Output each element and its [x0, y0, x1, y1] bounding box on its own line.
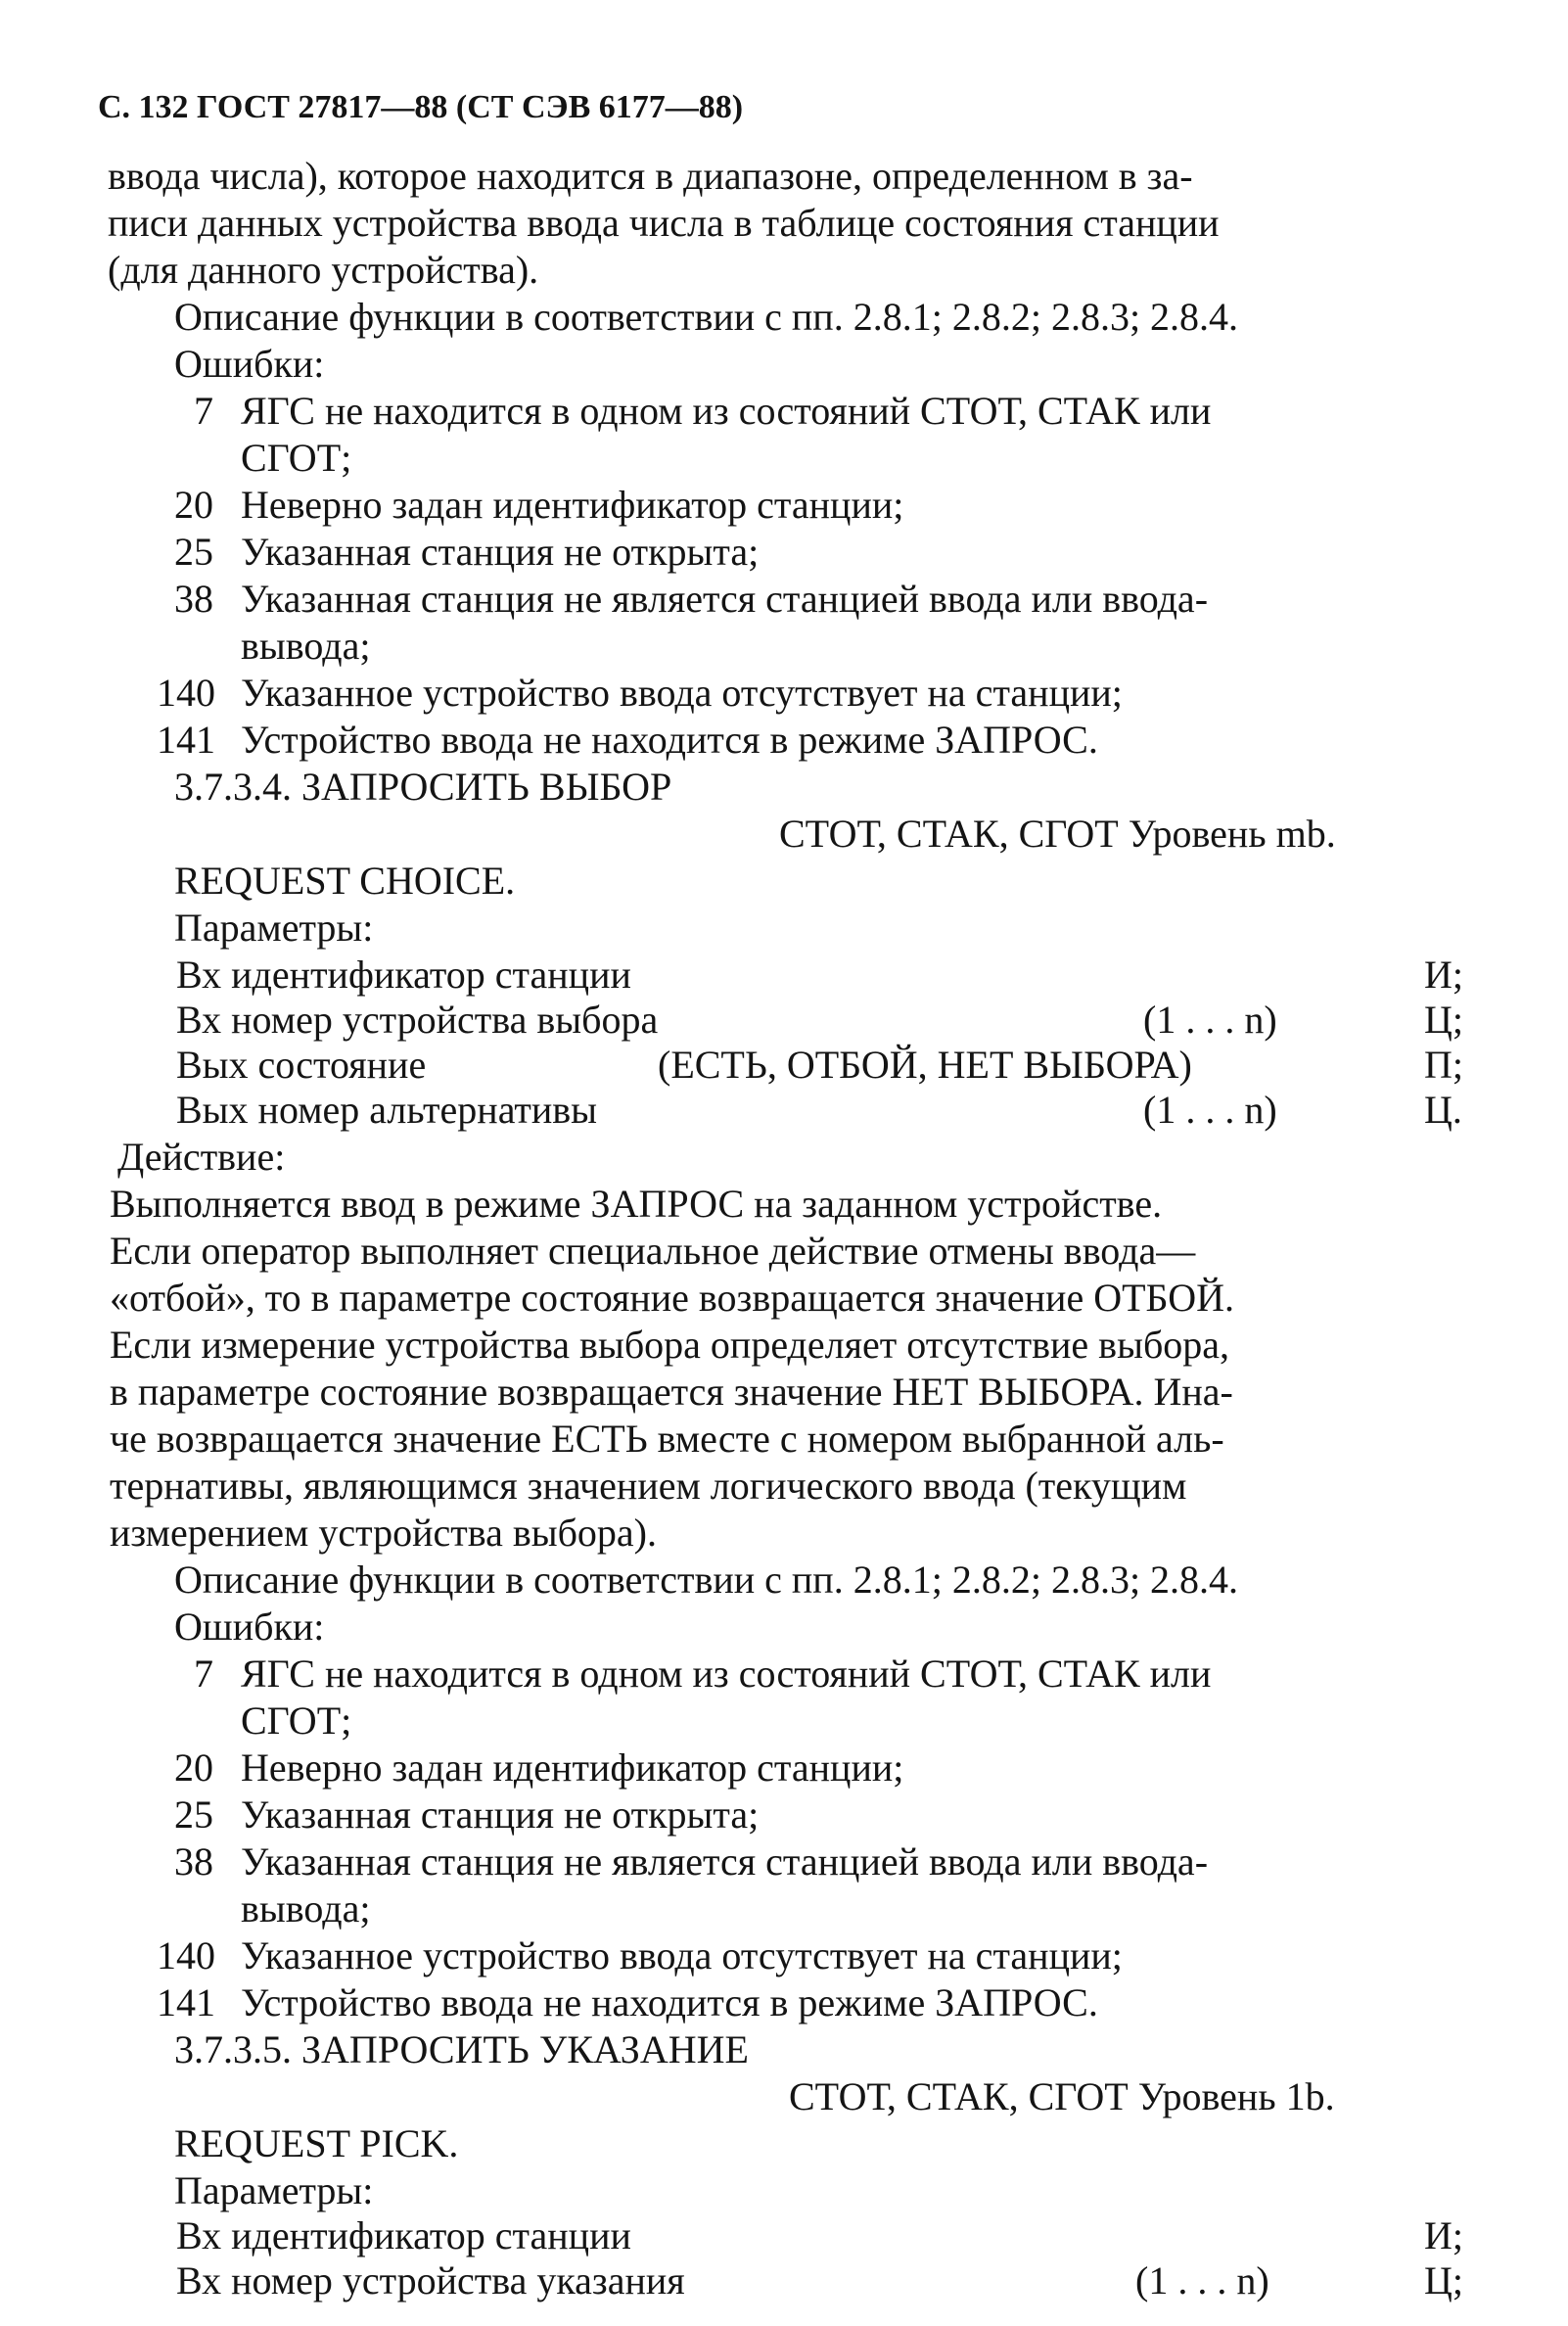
- error-text: Указанная станция не является станцией ввода или ввода-: [241, 577, 1209, 621]
- action-line: Если оператор выполняет специальное действие отмены ввода—: [110, 1229, 1196, 1273]
- error-code: 38: [174, 1839, 213, 1884]
- param-range: (1 . . . n): [1135, 2258, 1269, 2303]
- error-text: вывода;: [241, 624, 371, 668]
- states-level: СТОТ, СТАК, СГОТ Уровень mb.: [779, 812, 1336, 856]
- errors-label: Ошибки:: [174, 1605, 325, 1649]
- error-code: 140: [157, 1933, 215, 1977]
- error-item: [0, 672, 1568, 715]
- section-title: 3.7.3.4. ЗАПРОСИТЬ ВЫБОР: [174, 765, 672, 809]
- function-description: Описание функции в соответствии с пп. 2.8.1; 2.8.2; 2.8.3; 2.8.4.: [174, 1558, 1239, 1602]
- error-text: Указанная станция не является станцией ввода или ввода-: [241, 1839, 1209, 1884]
- action-line: измерением устройства выбора).: [110, 1511, 658, 1555]
- error-item: [0, 1981, 1568, 2024]
- paragraph-line: ввода числа), которое находится в диапазоне, определенном в за-: [108, 154, 1193, 198]
- param-name: Вых номер альтернативы: [176, 1088, 598, 1132]
- states-level: СТОТ, СТАК, СГОТ Уровень 1b.: [789, 2074, 1335, 2118]
- param-type: П;: [1424, 1043, 1463, 1087]
- english-name: REQUEST PICK.: [174, 2121, 459, 2165]
- error-item: [0, 625, 1568, 668]
- error-code: 141: [157, 718, 215, 762]
- error-item: [0, 719, 1568, 762]
- error-text: Устройство ввода не находится в режиме ЗАПРОС.: [241, 718, 1098, 762]
- error-item: [0, 1746, 1568, 1790]
- param-range: (1 . . . n): [1143, 998, 1277, 1042]
- param-name: Вх идентификатор станции: [176, 2213, 631, 2257]
- error-item: [0, 437, 1568, 480]
- error-code: 7: [194, 1651, 213, 1696]
- error-code: 20: [174, 483, 213, 527]
- error-item: [0, 1840, 1568, 1884]
- error-text: Указанная станция не открыта;: [241, 1792, 760, 1837]
- error-text: Указанное устройство ввода отсутствует на станции;: [241, 671, 1123, 715]
- error-code: 20: [174, 1745, 213, 1790]
- errors-label: Ошибки:: [174, 342, 325, 386]
- error-item: [0, 1934, 1568, 1977]
- paragraph-line: (для данного устройства).: [108, 248, 539, 292]
- error-text: вывода;: [241, 1886, 371, 1931]
- error-item: [0, 1652, 1568, 1696]
- page-header: [0, 86, 1568, 129]
- error-text: СГОТ;: [241, 1698, 352, 1743]
- param-row: [0, 999, 1568, 1042]
- param-row: [0, 1044, 1568, 1087]
- params-label: Параметры:: [174, 906, 374, 950]
- error-text: Указанное устройство ввода отсутствует на станции;: [241, 1933, 1123, 1977]
- error-item: [0, 1887, 1568, 1931]
- param-row: [0, 954, 1568, 997]
- param-range: (1 . . . n): [1143, 1088, 1277, 1132]
- error-item: [0, 484, 1568, 527]
- param-type: И;: [1424, 953, 1463, 997]
- action-line: Выполняется ввод в режиме ЗАПРОС на заданном устройстве.: [110, 1182, 1163, 1226]
- error-item: [0, 1793, 1568, 1837]
- param-type: Ц;: [1424, 2258, 1463, 2303]
- action-label: Действие:: [117, 1135, 286, 1179]
- error-text: ЯГС не находится в одном из состояний СТОТ, СТАК или: [241, 1651, 1212, 1696]
- param-type: И;: [1424, 2213, 1463, 2257]
- paragraph-line: писи данных устройства ввода числа в таблице состояния станции: [108, 201, 1220, 245]
- param-type: Ц.: [1424, 1088, 1462, 1132]
- error-item: [0, 578, 1568, 621]
- header-text: С. 132 ГОСТ 27817—88 (СТ СЭВ 6177—88): [98, 89, 744, 125]
- error-code: 141: [157, 1980, 215, 2024]
- action-line: в параметре состояние возвращается значение НЕТ ВЫБОРА. Ина-: [110, 1370, 1233, 1414]
- error-text: Указанная станция не открыта;: [241, 530, 760, 574]
- param-row: [0, 1089, 1568, 1132]
- function-description: Описание функции в соответствии с пп. 2.8.1; 2.8.2; 2.8.3; 2.8.4.: [174, 295, 1239, 339]
- error-text: Неверно задан идентификатор станции;: [241, 483, 904, 527]
- param-name: Вх номер устройства указания: [176, 2258, 685, 2303]
- error-code: 7: [194, 389, 213, 433]
- param-range: (ЕСТЬ, ОТБОЙ, НЕТ ВЫБОРА): [658, 1043, 1192, 1087]
- action-line: «отбой», то в параметре состояние возвращается значение ОТБОЙ.: [110, 1276, 1234, 1320]
- param-type: Ц;: [1424, 998, 1463, 1042]
- param-row: [0, 2214, 1568, 2257]
- param-name: Вх идентификатор станции: [176, 953, 631, 997]
- param-row: [0, 2259, 1568, 2303]
- error-code: 38: [174, 577, 213, 621]
- action-line: че возвращается значение ЕСТЬ вместе с номером выбранной аль-: [110, 1417, 1224, 1461]
- param-name: Вх номер устройства выбора: [176, 998, 659, 1042]
- section-title: 3.7.3.5. ЗАПРОСИТЬ УКАЗАНИЕ: [174, 2027, 749, 2071]
- error-item: [0, 1699, 1568, 1743]
- error-text: СГОТ;: [241, 436, 352, 480]
- action-line: тернативы, являющимся значением логического ввода (текущим: [110, 1464, 1187, 1508]
- action-line: Если измерение устройства выбора определяет отсутствие выбора,: [110, 1323, 1230, 1367]
- error-item: [0, 390, 1568, 433]
- error-code: 25: [174, 1792, 213, 1837]
- error-text: Неверно задан идентификатор станции;: [241, 1745, 904, 1790]
- error-item: [0, 531, 1568, 574]
- english-name: REQUEST CHOICE.: [174, 859, 516, 903]
- error-text: Устройство ввода не находится в режиме ЗАПРОС.: [241, 1980, 1098, 2024]
- error-text: ЯГС не находится в одном из состояний СТОТ, СТАК или: [241, 389, 1212, 433]
- param-name: Вых состояние: [176, 1043, 427, 1087]
- error-code: 25: [174, 530, 213, 574]
- params-label: Параметры:: [174, 2168, 374, 2212]
- error-code: 140: [157, 671, 215, 715]
